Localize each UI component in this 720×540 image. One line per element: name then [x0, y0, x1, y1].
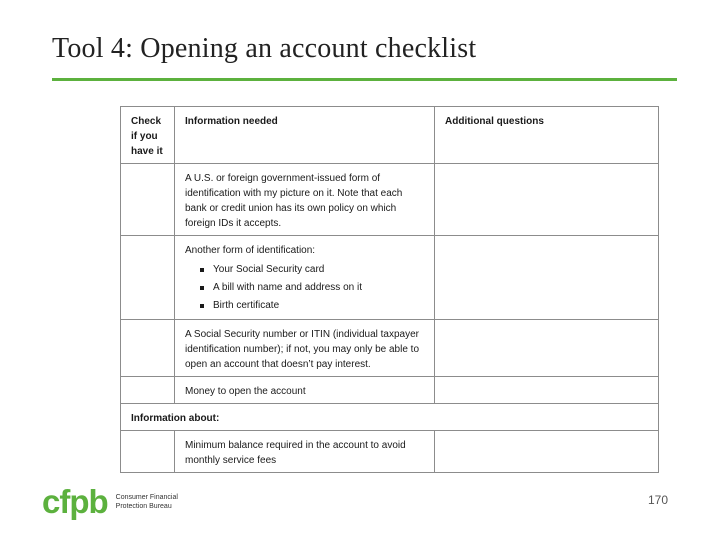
check-cell: [121, 236, 175, 320]
table-row: [121, 320, 659, 377]
info-cell-other-id: [175, 236, 435, 320]
questions-cell: [435, 431, 659, 473]
header-check: Check if you have it: [121, 107, 175, 164]
info-cell-ssn: A Social Security number or ITIN (individual taxpayer identification number); if not, you may only be able to open an account that doesn’t pay interest.: [175, 320, 435, 377]
table-row: [121, 236, 659, 320]
check-cell: [121, 377, 175, 404]
other-id-list: [185, 261, 424, 315]
table-section-row: [121, 404, 659, 431]
logo-text: [116, 493, 178, 511]
questions-cell: [435, 377, 659, 404]
other-id-heading: Another form of identification:: [185, 245, 316, 256]
info-cell-money: Money to open the account: [175, 377, 435, 404]
checklist-table: [120, 106, 659, 473]
questions-cell: [435, 164, 659, 236]
questions-cell: [435, 236, 659, 320]
questions-cell: [435, 320, 659, 377]
table-row: [121, 164, 659, 236]
title-divider: [52, 78, 677, 81]
logo-text-line1: Consumer Financial: [115, 494, 178, 501]
table-row: [121, 377, 659, 404]
check-cell: [121, 164, 175, 236]
section-heading-information-about: Information about:: [121, 404, 659, 431]
slide-title: Tool 4: Opening an account checklist: [52, 33, 477, 64]
table-header-row: [121, 107, 659, 164]
logo-mark: cfpb: [42, 483, 108, 520]
header-additional-questions: Additional questions: [435, 107, 659, 164]
info-cell-min-balance: Minimum balance required in the account to avoid monthly service fees: [175, 431, 435, 473]
logo-text-line2: Protection Bureau: [115, 503, 172, 510]
check-cell: [121, 431, 175, 473]
check-cell: [121, 320, 175, 377]
list-item: Your Social Security card: [202, 261, 424, 279]
table-row: [121, 431, 659, 473]
list-item: A bill with name and address on it: [202, 279, 424, 297]
cfpb-logo: [42, 483, 178, 520]
list-item: Birth certificate: [202, 297, 424, 315]
info-cell-photo-id: A U.S. or foreign government-issued form of identification with my picture on it. Note that each bank or credit union has its own policy on which foreign IDs it accepts.: [175, 164, 435, 236]
header-information-needed: Information needed: [175, 107, 435, 164]
page-number: 170: [647, 493, 668, 507]
